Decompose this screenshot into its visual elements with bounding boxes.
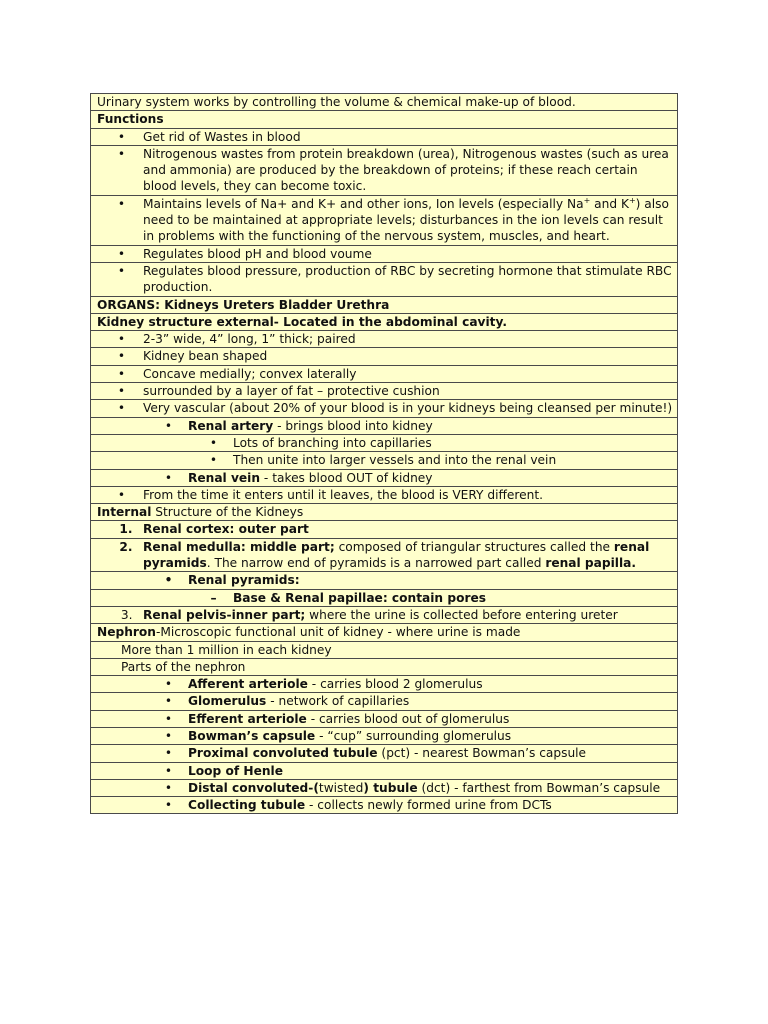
external-text: From the time it enters until it leaves, the blood is VERY different.	[143, 487, 544, 502]
function-item	[91, 145, 678, 195]
definition: - carries blood 2 glomerulus	[307, 677, 483, 692]
nephron-part-text	[188, 763, 673, 779]
function-item	[91, 245, 678, 262]
external-item	[91, 383, 678, 400]
organs-heading: ORGANS: Kidneys Ureters Bladder Urethra	[97, 297, 390, 312]
nephron-part-text	[188, 728, 673, 744]
artery-sub-item	[91, 434, 678, 451]
definition: - “cup” surrounding glomerulus	[315, 728, 512, 743]
term: Renal vein	[188, 470, 261, 485]
text-part: and K	[590, 196, 629, 211]
term: Collecting tubule	[188, 798, 306, 813]
definition: composed of triangular structures called the	[334, 539, 614, 554]
nephron-part-item	[91, 797, 678, 814]
bullet: •	[117, 384, 126, 399]
number: 1.	[119, 522, 133, 537]
nephron-count-row	[91, 641, 678, 658]
definition: - brings blood into kidney	[273, 418, 433, 433]
external-heading-row	[91, 313, 678, 330]
nephron-parts-label-row	[91, 658, 678, 675]
definition: - takes blood OUT of kidney	[260, 470, 433, 485]
cortex-text	[143, 521, 673, 537]
bullet	[162, 572, 176, 588]
bullet: •	[117, 246, 126, 261]
functions-heading: Functions	[97, 112, 164, 127]
nephron-count: More than 1 million in each kidney	[121, 642, 332, 657]
term: Efferent arteriole	[188, 711, 307, 726]
term: Distal convoluted-(	[188, 780, 319, 795]
definition: where the urine is collected before entering ureter	[305, 607, 618, 622]
term: renal pyramids	[143, 539, 650, 571]
bullet: •	[164, 763, 173, 778]
bullet: •	[164, 798, 173, 813]
number-marker	[113, 521, 133, 537]
functions-heading-row	[91, 111, 678, 128]
external-heading: Kidney structure external- Located in the abdominal cavity.	[97, 314, 507, 329]
definition: (dct) - farthest from Bowman’s capsule	[417, 780, 661, 795]
base-papillae-item	[91, 589, 678, 606]
function-item	[91, 195, 678, 245]
term: Renal pelvis-inner part;	[143, 607, 306, 622]
nephron-part-text	[188, 693, 673, 709]
superscript: +	[583, 195, 591, 205]
number-marker	[113, 539, 133, 555]
external-item	[91, 486, 678, 503]
bullet: •	[164, 418, 173, 433]
term: Glomerulus	[188, 694, 267, 709]
nephron-heading-row	[91, 624, 678, 641]
nephron-part-item	[91, 727, 678, 744]
internal-item-medulla	[91, 538, 678, 572]
bullet: •	[164, 728, 173, 743]
function-item	[91, 262, 678, 296]
external-item	[91, 331, 678, 348]
nephron-part-item	[91, 676, 678, 693]
renal-vein-item	[91, 469, 678, 486]
nephron-parts-label: Parts of the nephron	[121, 659, 246, 674]
external-text: Kidney bean shaped	[143, 349, 268, 364]
artery-sub-text: Then unite into larger vessels and into the renal vein	[233, 453, 557, 468]
nephron-part-item	[91, 693, 678, 710]
term: Renal pyramids:	[188, 573, 300, 588]
bullet: •	[164, 746, 173, 761]
superscript: +	[628, 195, 636, 205]
nephron-part-text	[188, 711, 673, 727]
nephron-heading-rest: -Microscopic functional unit of kidney - where urine is made	[155, 625, 521, 640]
definition: - network of capillaries	[266, 694, 410, 709]
number: 2.	[119, 539, 133, 554]
bullet: •	[117, 401, 126, 416]
bullet: •	[117, 332, 126, 347]
bullet-glyph: •	[164, 573, 173, 588]
bullet: •	[164, 694, 173, 709]
term: Renal artery	[188, 418, 274, 433]
term-note: twisted	[318, 780, 364, 795]
term: Loop of Henle	[188, 763, 283, 778]
term: Proximal convoluted tubule	[188, 746, 378, 761]
internal-heading-row	[91, 504, 678, 521]
intro-row	[91, 94, 678, 111]
nephron-part-item	[91, 710, 678, 727]
pelvis-text	[143, 607, 673, 623]
bullet: •	[117, 263, 126, 278]
artery-sub-text: Lots of branching into capillaries	[233, 435, 432, 450]
bullet: •	[164, 711, 173, 726]
renal-artery-item	[91, 417, 678, 434]
bullet: •	[209, 453, 218, 468]
bullet: •	[117, 196, 126, 211]
renal-pyramids-item	[91, 572, 678, 589]
bullet: •	[164, 780, 173, 795]
external-item	[91, 400, 678, 417]
function-text	[143, 196, 673, 245]
term: ) tubule	[363, 780, 418, 795]
nephron-part-item	[91, 762, 678, 779]
function-item	[91, 128, 678, 145]
number-marker: 3.	[120, 607, 133, 622]
internal-heading-bold: Internal	[97, 505, 152, 520]
term: Afferent arteriole	[188, 677, 308, 692]
bullet: •	[117, 129, 126, 144]
bullet: •	[117, 146, 126, 161]
nephron-part-text	[188, 676, 673, 692]
nephron-part-text	[188, 745, 673, 761]
nephron-part-item	[91, 779, 678, 796]
function-text: Regulates blood pressure, production of RBC by secreting hormone that stimulate RBC production.	[143, 263, 672, 295]
definition: (pct) - nearest Bowman’s capsule	[377, 746, 587, 761]
artery-sub-item	[91, 452, 678, 469]
bullet: •	[164, 470, 173, 485]
external-text: Very vascular (about 20% of your blood is in your kidneys being cleansed per minute!)	[143, 401, 673, 416]
renal-artery-text	[188, 418, 673, 434]
medulla-text	[143, 539, 673, 572]
term: Bowman’s capsule	[188, 728, 316, 743]
bullet: •	[209, 435, 218, 450]
term: renal papilla.	[545, 556, 636, 571]
nephron-part-text	[188, 780, 673, 796]
internal-item-pelvis	[91, 606, 678, 623]
text-part: Maintains levels of Na+ and K+ and other ions, Ion levels (especially Na	[143, 196, 584, 211]
definition: . The narrow end of pyramids is a narrowed part called	[206, 556, 546, 571]
function-text: Get rid of Wastes in blood	[143, 129, 301, 144]
renal-vein-text	[188, 470, 673, 486]
bullet: •	[117, 349, 126, 364]
text-part: ) also need to be maintained at appropriate levels; disturbances in the ion levels can result in problems with the functioning of the nervous system, muscles, and heart.	[143, 196, 669, 244]
renal-pyramids-text	[188, 572, 673, 588]
nephron-heading-bold: Nephron	[97, 625, 156, 640]
term: Renal cortex: outer part	[143, 522, 309, 537]
dash	[207, 590, 221, 606]
term: Base & Renal papillae: contain pores	[233, 590, 486, 605]
function-text: Regulates blood pH and blood voume	[143, 246, 372, 261]
bullet: •	[164, 677, 173, 692]
external-text: surrounded by a layer of fat – protective cushion	[143, 384, 440, 399]
bullet: •	[117, 487, 126, 502]
external-text: 2-3” wide, 4” long, 1” thick; paired	[143, 332, 356, 347]
definition: - collects newly formed urine from DCTs	[305, 798, 552, 813]
intro-text: Urinary system works by controlling the volume & chemical make-up of blood.	[97, 95, 576, 109]
internal-item-cortex	[91, 521, 678, 538]
nephron-part-item	[91, 745, 678, 762]
function-text: Nitrogenous wastes from protein breakdown (urea), Nitrogenous wastes (such as urea and ammonia) are produced by the breakdown of proteins; if these reach certain blood levels, they can become toxic.	[143, 146, 669, 194]
dash-glyph: –	[210, 590, 217, 605]
term: Renal medulla: middle part;	[143, 539, 335, 554]
nephron-part-text	[188, 797, 673, 813]
external-item	[91, 348, 678, 365]
external-item	[91, 365, 678, 382]
internal-heading-rest: Structure of the Kidneys	[151, 505, 304, 520]
external-text: Concave medially; convex laterally	[143, 366, 357, 381]
bullet: •	[117, 366, 126, 381]
base-papillae-text	[233, 590, 673, 606]
definition: - carries blood out of glomerulus	[306, 711, 510, 726]
organs-row	[91, 296, 678, 313]
notes-table	[90, 93, 678, 814]
